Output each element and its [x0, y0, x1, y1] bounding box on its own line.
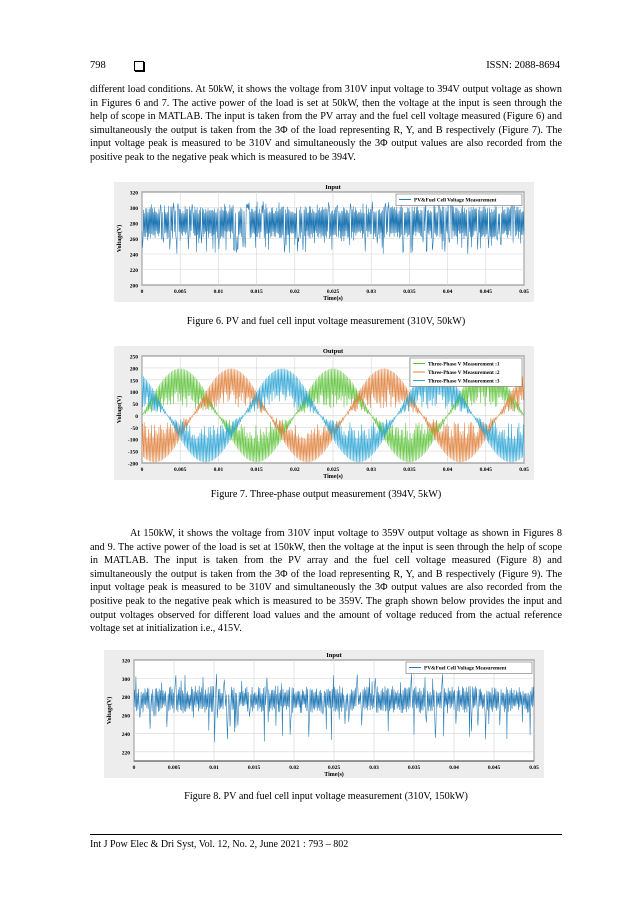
- chart-title: Input: [326, 652, 342, 659]
- figure-8-chart: [104, 650, 544, 778]
- y-tick-label: -200: [127, 461, 138, 468]
- x-tick-label: 0.005: [174, 467, 187, 473]
- legend-label: Three-Phase V Measurement :3: [428, 378, 500, 385]
- x-tick-label: 0.05: [529, 765, 539, 771]
- y-tick-label: 300: [129, 206, 138, 212]
- x-tick-label: 0.005: [174, 289, 187, 295]
- figure-7-caption: Figure 7. Three-phase output measurement (394V, 5kW): [210, 489, 442, 500]
- figure-7-chart: [114, 346, 534, 480]
- y-axis-label: Voltage(V): [107, 696, 113, 725]
- y-tick-label: 250: [129, 354, 138, 361]
- y-tick-label: 300: [121, 676, 130, 683]
- legend-label: PV&Fuel Cell Voltage Measurement: [424, 665, 507, 672]
- y-tick-label: 150: [129, 378, 138, 385]
- y-axis-label: Voltage(V): [117, 395, 123, 424]
- y-tick-label: 320: [121, 658, 130, 665]
- x-tick-label: 0.045: [487, 765, 501, 771]
- y-tick-label: 200: [129, 283, 138, 290]
- x-tick-label: 0.025: [327, 765, 341, 771]
- y-tick-label: 0: [135, 413, 138, 420]
- x-tick-label: 0.035: [403, 467, 416, 473]
- x-tick-label: 0.02: [289, 467, 300, 473]
- y-tick-label: -100: [127, 437, 138, 444]
- x-tick-label: 0.05: [519, 289, 529, 295]
- page-number: 798: [90, 60, 106, 71]
- x-tick-label: 0.03: [369, 765, 379, 771]
- x-axis-label: Time(s): [323, 296, 343, 302]
- y-axis-label: Voltage(V): [117, 224, 123, 253]
- y-tick-label: 220: [129, 268, 138, 274]
- x-tick-label: 0.045: [479, 467, 492, 473]
- x-tick-label: 0.025: [326, 289, 340, 295]
- y-tick-label: -150: [127, 449, 138, 456]
- footer-rule: [90, 834, 562, 835]
- y-tick-label: 320: [129, 190, 138, 197]
- y-tick-label: 220: [121, 750, 130, 757]
- y-tick-label: 280: [121, 695, 130, 702]
- paragraph-1: different load conditions. At 50kW, it shows the voltage from 310V input voltage to 394V output voltage as shown in Figures 6 and 7. The active power of the load is set at 50kW, then the voltage at the input is seen through the help of scope in MATLAB. The input is taken from the PV array and the fuel cell voltage measured (Figure 6) and simultaneously the output is taken from the 3Φ of the load representing R, Y, and B respectively (Figure 7). The input voltage peak is measured to be 310V and simultaneously the 3Φ output values are also recorded from the positive peak to the negative peak which is measured to be 394V.: [90, 84, 562, 163]
- footer-citation: Int J Pow Elec & Dri Syst, Vol. 12, No. 2, June 2021 : 793 – 802: [90, 839, 349, 850]
- x-tick-label: 0.025: [326, 467, 340, 473]
- legend-label: Three-Phase V Measurement :2: [428, 370, 500, 376]
- x-tick-label: 0.005: [167, 765, 181, 771]
- x-tick-label: 0.03: [366, 289, 377, 295]
- chart-title: Output: [322, 348, 344, 355]
- x-tick-label: 0: [132, 765, 136, 771]
- x-tick-label: 0.02: [289, 289, 300, 295]
- x-tick-label: 0.04: [442, 467, 453, 473]
- y-tick-label: -50: [130, 425, 138, 432]
- x-tick-label: 0.035: [407, 765, 421, 771]
- x-axis-label: Time(s): [323, 474, 343, 480]
- chart-title: Input: [325, 184, 341, 191]
- legend-label: PV&Fuel Cell Voltage Measurement: [414, 197, 497, 204]
- checkbox-icon: [134, 61, 144, 71]
- x-tick-label: 0.03: [366, 467, 377, 473]
- x-tick-label: 0.02: [289, 765, 299, 771]
- y-tick-label: 240: [129, 252, 138, 259]
- x-tick-label: 0.04: [449, 765, 459, 771]
- legend-label: Three-Phase V Measurement :1: [428, 361, 500, 368]
- x-tick-label: 0.015: [247, 765, 261, 771]
- x-tick-label: 0.045: [479, 289, 492, 295]
- x-tick-label: 0.015: [250, 467, 263, 473]
- figure-6-chart: [114, 182, 534, 302]
- y-tick-label: 100: [129, 390, 138, 397]
- x-tick-label: 0.035: [403, 289, 416, 295]
- x-tick-label: 0.01: [209, 765, 219, 771]
- issn: ISSN: 2088-8694: [486, 60, 560, 71]
- x-tick-label: 0.015: [250, 289, 263, 295]
- x-tick-label: 0.01: [213, 467, 224, 473]
- figure-8-caption: Figure 8. PV and fuel cell input voltage measurement (310V, 150kW): [184, 791, 468, 802]
- x-tick-label: 0: [140, 289, 144, 295]
- x-axis-label: Time(s): [324, 772, 344, 778]
- y-tick-label: 260: [129, 237, 138, 243]
- x-tick-label: 0.04: [442, 289, 453, 295]
- y-tick-label: 280: [129, 221, 138, 228]
- x-tick-label: 0: [140, 467, 144, 473]
- y-tick-label: 240: [121, 731, 130, 738]
- paragraph-2: At 150kW, it shows the voltage from 310V input voltage to 359V output voltage as shown in Figures 8 and 9. The active power of the load is set at 150kW, then the voltage at the input is seen through the help of scope in MATLAB. The input is taken from the PV array and the fuel cell voltage measured (Figure 8) and simultaneously the output is taken from the 3Φ of the load representing R, Y, and B respectively (Figure 9). The input voltage peak is measured to be 310V and simultaneously the 3Φ output values are also recorded from the positive peak to the negative peak which is measured to be 359V. The graph shown below provides the input and output voltages observed for different load values and the amount of voltage reduced from the actual reference voltage set at initialization i.e., 415V.: [90, 528, 562, 635]
- x-tick-label: 0.05: [519, 467, 529, 473]
- figure-6-caption: Figure 6. PV and fuel cell input voltage measurement (310V, 50kW): [186, 316, 466, 327]
- y-tick-label: 50: [132, 402, 138, 409]
- page-header: [90, 60, 560, 74]
- y-tick-label: 200: [129, 366, 138, 373]
- x-tick-label: 0.01: [213, 289, 224, 295]
- y-tick-label: 260: [121, 713, 130, 720]
